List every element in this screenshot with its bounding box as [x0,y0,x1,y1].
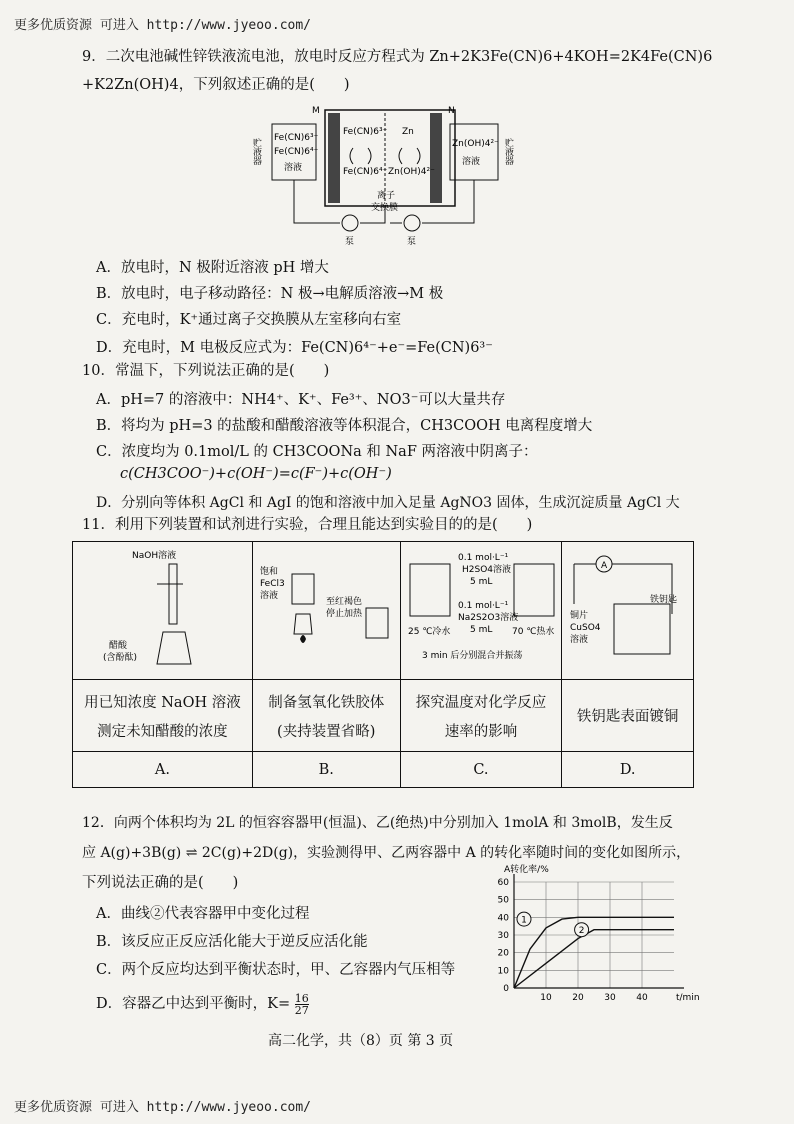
page-number: 高二化学，共（8）页 第 3 页 [268,1033,454,1049]
svg-text:溶液: 溶液 [284,163,303,173]
svg-text:0.1 mol·L⁻¹: 0.1 mol·L⁻¹ [457,600,509,611]
y-tick-label: 30 [497,931,509,941]
purpose-d: 铁钥匙表面镀铜 [562,680,694,752]
electrode-m [328,113,340,203]
k-denominator: 27 [294,1003,309,1017]
colloid-diagram [256,544,396,674]
purpose-c: 探究温度对化学反应 速率的影响 [400,680,562,752]
q10-stem: 10．常温下，下列说法正确的是( ) [82,363,330,379]
svg-text:醋酸: 醋酸 [109,640,128,651]
svg-text:Zn(OH)4²⁻: Zn(OH)4²⁻ [452,139,499,149]
x-tick-label: 40 [636,993,648,1003]
apparatus-b [252,542,400,680]
q9-option-d: D．充电时，M 电极反应式为：Fe(CN)6⁴⁻+e⁻=Fe(CN)6³⁻ [96,340,493,356]
x-axis-label: t/min [676,993,700,1003]
svg-text:CuSO4: CuSO4 [569,622,601,633]
q9-option-a: A．放电时，N 极附近溶液 pH 增大 [96,260,329,276]
svg-text:70 ℃热水: 70 ℃热水 [511,626,555,637]
q10-option-b: B．将均为 pH=3 的盐酸和醋酸溶液等体积混合，CH3COOH 电离程度增大 [96,418,593,434]
svg-text:3 min 后分别混合并振荡: 3 min 后分别混合并振荡 [421,650,523,661]
svg-text:交换膜: 交换膜 [371,203,399,213]
letter-b: B. [252,752,400,788]
q9-battery-diagram [250,98,530,248]
plating-diagram [564,544,692,674]
q11-stem: 11．利用下列装置和试剂进行实验，合理且能达到实验目的的是( ) [82,517,533,533]
svg-text:溶液: 溶液 [569,634,588,645]
svg-text:5 mL: 5 mL [469,624,493,635]
titration-diagram [87,544,237,674]
svg-text:至红褐色: 至红褐色 [326,596,363,607]
svg-text:Fe(CN)6³⁻: Fe(CN)6³⁻ [343,127,388,137]
svg-text:泵: 泵 [407,237,417,247]
q9-stem-line2: +K2Zn(OH)4，下列叙述正确的是( ) [82,77,350,93]
svg-text:5 mL: 5 mL [469,576,493,587]
svg-text:Zn: Zn [402,127,414,137]
y-tick-label: 50 [497,895,509,906]
svg-text:溶液: 溶液 [260,590,279,601]
svg-text:NaOH溶液: NaOH溶液 [132,550,177,561]
letter-d: D. [562,752,694,788]
y-tick-label: 10 [497,966,509,977]
svg-text:0.1 mol·L⁻¹: 0.1 mol·L⁻¹ [457,552,509,563]
svg-text:铁钥匙: 铁钥匙 [649,594,677,605]
q9-option-b: B．放电时，电子移动路径：N 极→电解质溶液→M 极 [96,286,444,302]
svg-text:停止加热: 停止加热 [326,608,363,619]
q10-option-a: A．pH=7 的溶液中：NH4⁺、K⁺、Fe³⁺、NO3⁻可以大量共存 [96,392,506,408]
y-tick-label: 20 [497,948,509,959]
q12-stem-line1: 12．向两个体积均为 2L 的恒容容器甲(恒温)、乙(绝热)中分别加入 1molA 和 3molB，发生反 [82,815,673,831]
series-label-1: 1 [521,915,527,926]
svg-text:Fe(CN)6³⁻: Fe(CN)6³⁻ [274,133,319,143]
x-tick-label: 20 [572,993,584,1003]
svg-text:25 ℃冷水: 25 ℃冷水 [407,626,451,637]
svg-text:泵: 泵 [345,237,355,247]
q9-stem-line1: 9．二次电池碱性锌铁液流电池，放电时反应方程式为 Zn+2K3Fe(CN)6+4KOH=2K4Fe(CN)6 [82,49,713,65]
k-numerator: 16 [294,991,309,1005]
svg-text:贮液器: 贮液器 [503,138,513,165]
svg-text:(含酚酞): (含酚酞) [103,652,138,663]
q10-option-d: D．分别向等体积 AgCl 和 AgI 的饱和溶液中加入足量 AgNO3 固体，生成沉淀质量 AgCl 大 [96,495,680,511]
svg-text:FeCl3: FeCl3 [260,578,285,589]
q11-apparatus-table [72,541,694,788]
m-label: M [312,106,320,116]
y-axis-label: A转化率/% [504,865,549,875]
q12-option-c: C．两个反应均达到平衡状态时，甲、乙容器内气压相等 [96,962,456,978]
svg-text:H2SO4溶液: H2SO4溶液 [461,564,511,575]
q12-option-d: D．容器乙中达到平衡时，K= $\frac{16}{27}$ [96,991,309,1017]
q12-option-b: B．该反应正反应活化能大于逆反应活化能 [96,934,368,950]
q12-stem-line3: 下列说法正确的是( ) [82,875,239,891]
x-tick-label: 10 [540,993,552,1003]
svg-text:铜片: 铜片 [569,610,588,621]
electrode-n [430,113,442,203]
svg-text:离子: 离子 [377,191,396,201]
q12-stem-line2: 应 A(g)+3B(g) ⇌ 2C(g)+2D(g)，实验测得甲、乙两容器中 A 的转化率随时间的变化如图所示， [82,845,691,861]
header-watermark: 更多优质资源 可进入 http://www.jyeoo.com/ [14,18,312,33]
apparatus-c [400,542,562,680]
svg-text:Fe(CN)6⁴⁻: Fe(CN)6⁴⁻ [343,167,388,177]
x-tick-label: 30 [604,993,616,1003]
series-label-2: 2 [578,926,585,937]
q10-option-c-line2: c(CH3COO⁻)+c(OH⁻)=c(F⁻)+c(OH⁻) [120,466,392,482]
svg-text:饱和: 饱和 [260,566,279,577]
footer-watermark: 更多优质资源 可进入 http://www.jyeoo.com/ [14,1100,312,1115]
apparatus-a [73,542,253,680]
svg-text:Zn(OH)4²⁻: Zn(OH)4²⁻ [388,167,435,177]
svg-text:Na2S2O3溶液: Na2S2O3溶液 [457,612,519,623]
y-tick-label: 0 [503,984,509,994]
purpose-a: 用已知浓度 NaOH 溶液 测定未知醋酸的浓度 [73,680,253,752]
q9-option-c: C．充电时，K⁺通过离子交换膜从左室移向右室 [96,312,402,328]
y-tick-label: 60 [497,878,509,888]
conversion-chart [480,862,710,1012]
y-tick-label: 40 [497,913,509,924]
svg-text:A: A [600,560,607,571]
q10-option-c-line1: C．浓度均为 0.1mol/L 的 CH3COONa 和 NaF 两溶液中阴离子： [96,444,538,460]
letter-c: C. [400,752,562,788]
svg-text:贮液器: 贮液器 [251,138,261,165]
letter-a: A. [73,752,253,788]
q12-option-a: A．曲线②代表容器甲中变化过程 [96,906,310,922]
svg-text:Fe(CN)6⁴⁻: Fe(CN)6⁴⁻ [274,147,319,157]
svg-text:溶液: 溶液 [462,157,481,167]
purpose-b: 制备氢氧化铁胶体 (夹持装置省略) [252,680,400,752]
n-label: N [448,106,455,116]
temperature-rate-diagram [402,544,560,674]
apparatus-d [562,542,694,680]
